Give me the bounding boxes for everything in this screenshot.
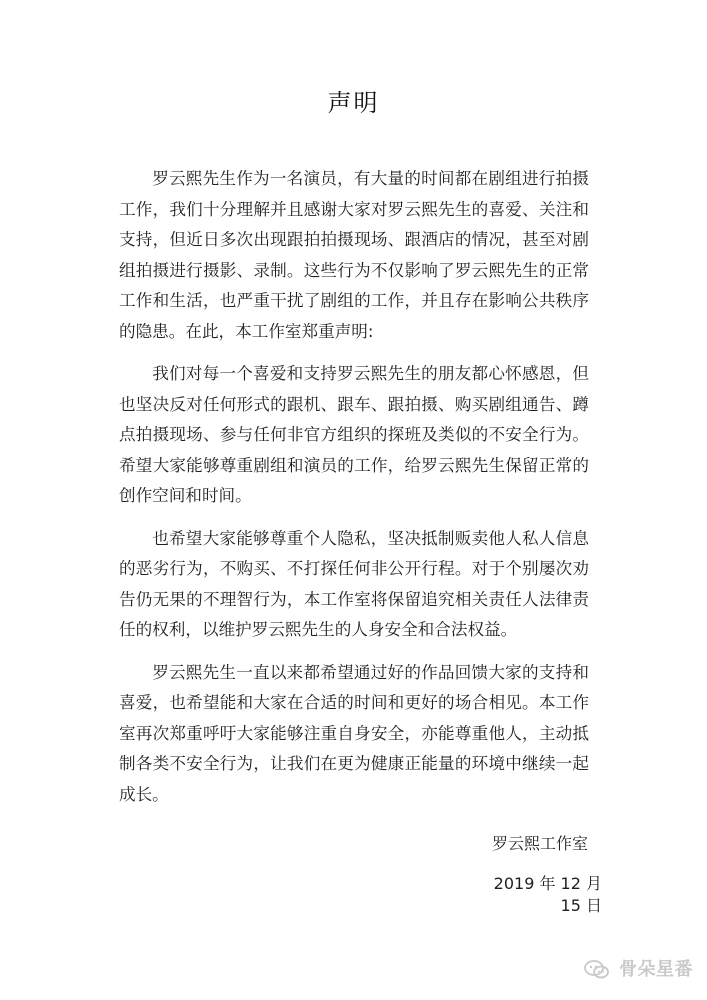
statement-paragraph-2: 我们对每一个喜爱和支持罗云熙先生的朋友都心怀感恩，但也坚决反对任何形式的跟机、跟车、跟拍摄、购买剧组通告、蹲点拍摄现场、参与任何非官方组织的探班及类似的不安全行为。希望大家能够尊重剧组和演员的工作，给罗云熙先生保留正常的创作空间和时间。 [119,364,589,505]
statement-title: 声明 [327,89,380,117]
statement-paragraph-1: 罗云熙先生作为一名演员，有大量的时间都在剧组进行拍摄工作，我们十分理解并且感谢大家对罗云熙先生的喜爱、关注和支持，但近日多次出现跟拍拍摄现场、跟酒店的情况，甚至对剧组拍摄进行摄影、录制。这些行为不仅影响了罗云熙先生的正常工作和生活，也严重干扰了剧组的工作，并且存在影响公共秩序的隐患。在此，本工作室郑重声明: [119,169,589,341]
source-watermark [583,958,693,982]
studio-signature: 罗云熙工作室 [491,834,588,853]
statement-body [119,164,589,822]
wechat-icon [583,958,611,982]
statement-date: 2019 年 12 月 15 日 [493,874,602,915]
statement-paragraph-3: 也希望大家能够尊重个人隐私，坚决抵制贩卖他人私人信息的恶劣行为，不购买、不打探任何非公开行程。对于个别屡次劝告仍无果的不理智行为，本工作室将保留追究相关责任人法律责任的权利，以维护罗云熙先生的人身安全和合法权益。 [119,528,589,639]
watermark-text: 骨朵星番 [619,959,693,980]
statement-paragraph-4: 罗云熙先生一直以来都希望通过好的作品回馈大家的支持和喜爱，也希望能和大家在合适的时间和更好的场合相见。本工作室再次郑重呼吁大家能够注重自身安全，亦能尊重他人，主动抵制各类不安全行为，让我们在更为健康正能量的环境中继续一起成长。 [119,662,589,804]
